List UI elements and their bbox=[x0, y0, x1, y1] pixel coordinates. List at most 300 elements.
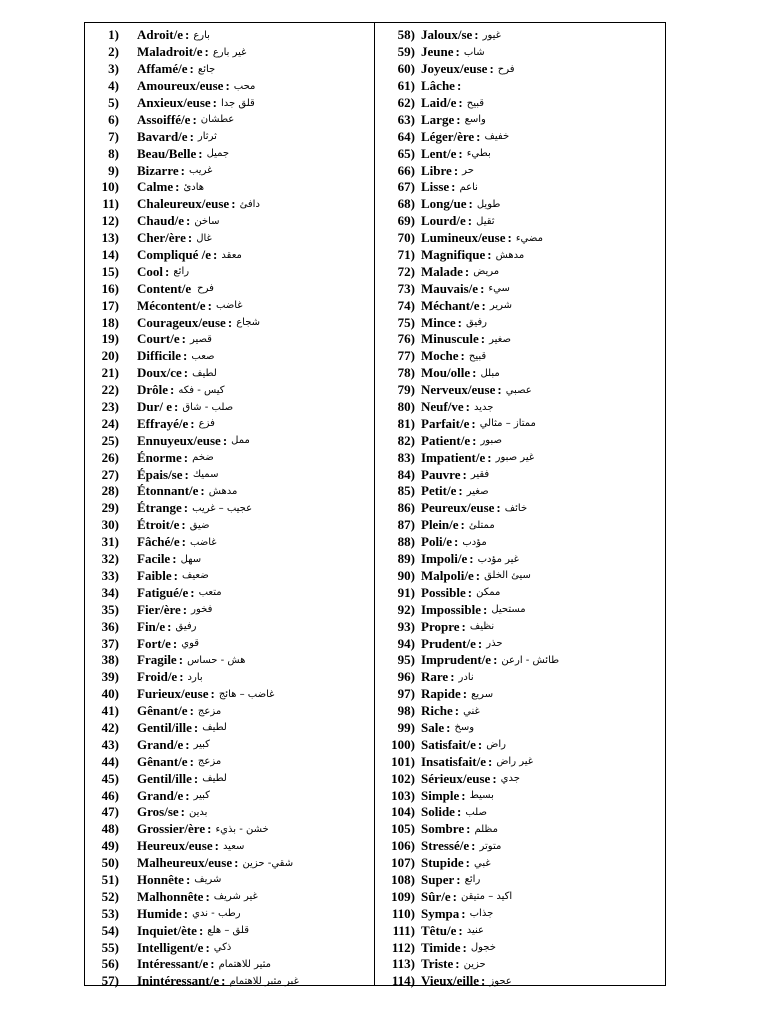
separator: : bbox=[458, 922, 463, 938]
french-word: Jaloux/se bbox=[421, 27, 473, 43]
item-number: 87) bbox=[397, 517, 415, 533]
list-item bbox=[85, 888, 374, 905]
list-item bbox=[375, 399, 665, 416]
separator: : bbox=[192, 111, 197, 127]
separator: : bbox=[205, 939, 210, 955]
french-word: Grossier/ère bbox=[137, 821, 206, 837]
item-number: 101) bbox=[391, 753, 415, 769]
arabic-translation: بطيء bbox=[466, 148, 491, 160]
list-item bbox=[85, 280, 374, 297]
arabic-translation: غير مثير للاهتمام bbox=[229, 975, 299, 987]
list-item bbox=[375, 973, 665, 990]
item-number: 61) bbox=[397, 78, 415, 94]
separator: : bbox=[471, 838, 476, 854]
arabic-translation: لطيف bbox=[192, 367, 217, 379]
french-word: Facile bbox=[137, 551, 171, 567]
item-number: 22) bbox=[101, 382, 119, 398]
separator: : bbox=[462, 466, 467, 482]
list-item bbox=[375, 145, 665, 162]
arabic-translation: متوتر bbox=[479, 840, 502, 852]
item-number: 26) bbox=[101, 449, 119, 465]
arabic-translation: شجاع bbox=[236, 317, 261, 329]
french-word: Lâche bbox=[421, 78, 455, 94]
arabic-translation: صغير bbox=[489, 333, 511, 345]
arabic-translation: غير صبور bbox=[495, 452, 535, 464]
item-number: 18) bbox=[101, 314, 119, 330]
french-word: Nerveux/euse bbox=[421, 382, 496, 398]
arabic-translation: ضخم bbox=[192, 452, 214, 464]
arabic-translation: قلق جدا bbox=[221, 97, 255, 109]
separator: : bbox=[461, 905, 466, 921]
list-item bbox=[375, 584, 665, 601]
arabic-translation: مدهش bbox=[495, 249, 525, 261]
item-number: 10) bbox=[101, 179, 119, 195]
arabic-translation: دافئ bbox=[239, 198, 260, 210]
item-number: 21) bbox=[101, 365, 119, 381]
french-word: Drôle bbox=[137, 382, 169, 398]
separator: : bbox=[458, 95, 463, 110]
list-item bbox=[375, 804, 665, 821]
list-item bbox=[375, 568, 665, 585]
french-word: Super bbox=[421, 871, 455, 887]
french-word: Ennuyeux/euse bbox=[137, 432, 221, 448]
arabic-translation: غني bbox=[463, 705, 480, 717]
separator: : bbox=[480, 280, 485, 296]
list-item bbox=[85, 297, 374, 314]
list-item bbox=[375, 95, 665, 112]
item-number: 94) bbox=[397, 635, 415, 651]
french-word: Stupide bbox=[421, 855, 464, 871]
separator: : bbox=[466, 821, 471, 837]
french-word: Court/e bbox=[137, 331, 180, 347]
item-number: 110) bbox=[391, 905, 415, 921]
item-number: 36) bbox=[101, 618, 119, 634]
separator: : bbox=[165, 263, 170, 279]
separator: : bbox=[183, 500, 189, 516]
item-number: 48) bbox=[101, 821, 119, 837]
item-number: 93) bbox=[397, 618, 415, 634]
item-number: 108) bbox=[391, 871, 415, 887]
french-word: Inquiet/ète bbox=[137, 922, 197, 938]
item-number: 91) bbox=[397, 584, 415, 600]
separator: : bbox=[190, 415, 195, 431]
item-number: 60) bbox=[397, 61, 415, 77]
french-word: Têtu/e bbox=[421, 922, 457, 938]
french-word: Plein/e bbox=[421, 517, 459, 533]
separator: : bbox=[481, 297, 486, 313]
french-word: Anxieux/euse bbox=[137, 95, 211, 110]
french-word: Inintéressant/e bbox=[137, 973, 220, 989]
list-item bbox=[85, 95, 374, 112]
french-word: Fragile bbox=[137, 652, 177, 668]
item-number: 66) bbox=[397, 162, 415, 178]
arabic-translation: قبيح bbox=[466, 97, 485, 109]
arabic-translation: رائع bbox=[464, 874, 481, 886]
item-number: 89) bbox=[397, 551, 415, 567]
separator: : bbox=[190, 584, 195, 600]
arabic-translation: قلق – هلع bbox=[207, 925, 249, 937]
item-number: 114) bbox=[391, 973, 415, 989]
arabic-translation: صعب bbox=[191, 350, 215, 362]
separator: : bbox=[489, 61, 494, 77]
arabic-translation: غاضب bbox=[215, 300, 243, 312]
item-number: 17) bbox=[101, 297, 119, 313]
item-number: 76) bbox=[397, 331, 415, 347]
arabic-translation: واسع bbox=[464, 114, 486, 126]
separator: : bbox=[207, 821, 212, 837]
item-number: 113) bbox=[391, 956, 415, 972]
arabic-translation: فخور bbox=[191, 604, 213, 616]
item-number: 67) bbox=[397, 179, 415, 195]
separator: : bbox=[183, 348, 188, 364]
arabic-translation: كيس - فكه bbox=[178, 384, 225, 396]
arabic-translation: صغير bbox=[466, 485, 489, 497]
vocabulary-table bbox=[84, 22, 666, 989]
arabic-translation: بارع bbox=[193, 29, 210, 41]
item-number: 23) bbox=[101, 399, 119, 415]
separator: : bbox=[456, 871, 461, 887]
french-word: Beau/Belle bbox=[137, 145, 197, 161]
french-word: Froid/e bbox=[137, 669, 178, 685]
item-number: 35) bbox=[101, 601, 119, 617]
arabic-translation: شقي- حزين bbox=[242, 857, 294, 869]
list-item bbox=[375, 956, 665, 973]
separator: : bbox=[456, 78, 462, 94]
french-word: Furieux/euse bbox=[137, 686, 209, 702]
french-word: Amoureux/euse bbox=[137, 78, 224, 94]
item-number: 86) bbox=[397, 500, 415, 516]
french-word: Courageux/euse bbox=[137, 314, 226, 330]
separator: : bbox=[187, 230, 193, 246]
separator: : bbox=[461, 618, 466, 634]
separator: : bbox=[172, 635, 178, 651]
item-number: 82) bbox=[397, 432, 415, 448]
separator: : bbox=[474, 27, 479, 43]
arabic-translation: ثرثار bbox=[197, 131, 217, 143]
french-word: Rapide bbox=[421, 686, 461, 702]
list-item bbox=[375, 128, 665, 145]
arabic-translation: لطيف bbox=[202, 722, 227, 734]
item-number: 84) bbox=[397, 466, 415, 482]
list-item bbox=[85, 78, 374, 95]
list-item bbox=[375, 348, 665, 365]
item-number: 50) bbox=[101, 855, 119, 871]
french-word: Chaud/e bbox=[137, 213, 184, 229]
list-item bbox=[375, 922, 665, 939]
arabic-translation: وسخ bbox=[454, 722, 475, 734]
separator: : bbox=[180, 162, 185, 178]
separator: : bbox=[184, 27, 190, 43]
list-item bbox=[375, 483, 665, 500]
item-number: 3) bbox=[108, 61, 119, 77]
separator: : bbox=[214, 838, 219, 854]
separator: : bbox=[477, 736, 483, 752]
item-number: 43) bbox=[101, 736, 119, 752]
list-item bbox=[375, 500, 665, 517]
french-word: Fort/e bbox=[137, 635, 171, 651]
separator: : bbox=[454, 534, 459, 550]
list-item bbox=[85, 618, 374, 635]
french-word: Peureux/euse bbox=[421, 500, 495, 516]
arabic-translation: شرير bbox=[489, 300, 513, 312]
list-item bbox=[375, 703, 665, 720]
item-number: 80) bbox=[397, 399, 415, 415]
list-item bbox=[85, 27, 374, 44]
french-word: Étonnant/e bbox=[137, 483, 199, 499]
item-number: 12) bbox=[101, 213, 119, 229]
list-item bbox=[375, 382, 665, 399]
arabic-translation: ضيق bbox=[189, 519, 210, 531]
arabic-translation: قصير bbox=[189, 333, 212, 345]
separator: : bbox=[477, 635, 483, 651]
left-column bbox=[85, 23, 375, 989]
french-word: Assoiffé/e bbox=[137, 111, 191, 127]
list-item bbox=[85, 230, 374, 247]
arabic-translation: فرح bbox=[197, 283, 214, 295]
separator: : bbox=[461, 787, 466, 803]
item-number: 52) bbox=[101, 888, 119, 904]
item-number: 44) bbox=[101, 753, 119, 769]
arabic-translation: محب bbox=[233, 80, 256, 92]
item-number: 6) bbox=[108, 111, 119, 127]
separator: : bbox=[175, 179, 180, 195]
list-item bbox=[85, 534, 374, 551]
list-item bbox=[85, 128, 374, 145]
list-item bbox=[85, 44, 374, 61]
list-item bbox=[85, 669, 374, 686]
arabic-translation: حذر bbox=[486, 638, 503, 649]
separator: : bbox=[482, 601, 488, 617]
french-word: Bavard/e bbox=[137, 128, 188, 144]
separator: : bbox=[231, 196, 236, 212]
list-item bbox=[85, 973, 374, 990]
item-number: 9) bbox=[108, 162, 119, 178]
arabic-translation: عجوز bbox=[489, 975, 512, 987]
separator: : bbox=[183, 449, 189, 465]
item-number: 72) bbox=[397, 263, 415, 279]
list-item bbox=[85, 770, 374, 787]
item-number: 92) bbox=[397, 601, 415, 617]
list-item bbox=[85, 872, 374, 889]
list-item bbox=[375, 61, 665, 78]
french-word: Sérieux/euse bbox=[421, 770, 491, 786]
list-item bbox=[375, 720, 665, 737]
french-word: Chaleureux/euse bbox=[137, 196, 230, 212]
item-number: 96) bbox=[397, 669, 415, 685]
french-word: Mécontent/e bbox=[137, 297, 206, 313]
separator: : bbox=[446, 719, 451, 735]
arabic-translation: طويل bbox=[476, 198, 501, 210]
arabic-translation: مظلم bbox=[474, 823, 498, 835]
arabic-translation: صبور bbox=[480, 435, 502, 447]
french-word: Étroit/e bbox=[137, 517, 180, 533]
arabic-translation: رطب - ندي bbox=[192, 908, 241, 920]
french-word: Sympa bbox=[421, 905, 460, 921]
arabic-translation: سعيد bbox=[222, 840, 245, 852]
arabic-translation: رفيق bbox=[466, 317, 487, 329]
separator: : bbox=[178, 652, 184, 668]
list-item bbox=[85, 922, 374, 939]
arabic-translation: ثقيل bbox=[476, 215, 495, 227]
separator: : bbox=[507, 230, 512, 246]
french-word: Sûr/e bbox=[421, 888, 451, 904]
list-item bbox=[375, 939, 665, 956]
arabic-translation: مثير للاهتمام bbox=[218, 958, 272, 970]
separator: : bbox=[181, 331, 186, 347]
item-number: 65) bbox=[397, 145, 415, 161]
item-number: 75) bbox=[397, 314, 415, 330]
list-item bbox=[375, 736, 665, 753]
list-item bbox=[85, 314, 374, 331]
separator: : bbox=[185, 787, 190, 803]
french-word: Sombre bbox=[421, 821, 465, 837]
french-word: Magnifique bbox=[421, 247, 486, 263]
item-number: 32) bbox=[101, 551, 119, 567]
list-item bbox=[375, 78, 665, 95]
french-word: Rare bbox=[421, 669, 449, 685]
list-item bbox=[85, 905, 374, 922]
separator: : bbox=[497, 382, 502, 398]
arabic-translation: حزين bbox=[463, 958, 486, 970]
list-item bbox=[375, 432, 665, 449]
arabic-translation: جميل bbox=[206, 148, 230, 160]
french-word: Méchant/e bbox=[421, 297, 480, 313]
list-item bbox=[85, 720, 374, 737]
french-word: Parfait/e bbox=[421, 415, 470, 431]
separator: : bbox=[456, 804, 462, 820]
item-number: 106) bbox=[391, 838, 415, 854]
arabic-translation: فقير bbox=[470, 469, 490, 481]
french-word: Moche bbox=[421, 348, 459, 364]
arabic-translation: شريف bbox=[194, 874, 222, 886]
list-item bbox=[85, 551, 374, 568]
arabic-translation: جذاب bbox=[469, 908, 494, 920]
separator: : bbox=[189, 61, 194, 77]
list-item bbox=[375, 686, 665, 703]
separator: : bbox=[455, 44, 460, 60]
list-item bbox=[85, 686, 374, 703]
separator: : bbox=[458, 483, 463, 499]
arabic-translation: ساخن bbox=[194, 215, 220, 227]
item-number: 56) bbox=[101, 956, 119, 972]
french-word: Gênant/e bbox=[137, 753, 188, 769]
item-number: 53) bbox=[101, 905, 119, 921]
french-word: Fin/e bbox=[137, 618, 166, 634]
french-word: Impatient/e bbox=[421, 449, 486, 465]
french-word: Pauvre bbox=[421, 466, 461, 482]
separator: : bbox=[469, 551, 474, 567]
arabic-translation: سميك bbox=[192, 469, 219, 481]
separator: : bbox=[189, 753, 194, 769]
arabic-translation: بسيط bbox=[469, 790, 494, 802]
arabic-translation: لطيف bbox=[202, 773, 227, 785]
list-item bbox=[375, 855, 665, 872]
list-item bbox=[85, 399, 374, 416]
french-word: Content/e bbox=[137, 280, 192, 296]
list-item bbox=[375, 297, 665, 314]
item-number: 105) bbox=[391, 821, 415, 837]
item-number: 47) bbox=[101, 804, 119, 820]
separator: : bbox=[207, 297, 212, 313]
french-word: Doux/ce bbox=[137, 365, 182, 381]
french-word: Insatisfait/e bbox=[421, 753, 486, 769]
separator: : bbox=[487, 247, 492, 263]
french-word: Large bbox=[421, 111, 455, 127]
item-number: 4) bbox=[108, 78, 119, 94]
separator: : bbox=[189, 703, 194, 719]
french-word: Stressé/e bbox=[421, 838, 470, 854]
arabic-translation: معقد bbox=[221, 249, 242, 261]
arabic-translation: سريع bbox=[471, 688, 494, 700]
separator: : bbox=[221, 973, 226, 989]
item-number: 16) bbox=[101, 280, 119, 296]
item-number: 78) bbox=[397, 365, 415, 381]
french-word: Honnête bbox=[137, 871, 184, 887]
french-word: Cher/ère bbox=[137, 230, 186, 246]
list-item bbox=[85, 331, 374, 348]
separator: : bbox=[182, 601, 188, 617]
separator: : bbox=[185, 736, 190, 752]
french-word: Malhonnête bbox=[137, 888, 204, 904]
arabic-translation: ضعيف bbox=[182, 570, 209, 582]
item-number: 31) bbox=[101, 534, 119, 550]
french-word: Gênant/e bbox=[137, 703, 188, 719]
arabic-translation: غير شريف bbox=[213, 891, 258, 903]
list-item bbox=[85, 382, 374, 399]
french-word: Mauvais/e bbox=[421, 280, 479, 296]
item-number: 103) bbox=[391, 787, 415, 803]
list-item bbox=[375, 872, 665, 889]
separator: : bbox=[450, 669, 455, 685]
arabic-translation: نادر bbox=[458, 671, 474, 683]
arabic-translation: مبلل bbox=[480, 367, 500, 379]
french-word: Malheureux/euse bbox=[137, 855, 233, 871]
list-item bbox=[85, 466, 374, 483]
list-item bbox=[375, 280, 665, 297]
item-number: 11) bbox=[102, 196, 119, 212]
separator: : bbox=[476, 128, 481, 144]
item-number: 97) bbox=[397, 686, 415, 702]
french-word: Faible bbox=[137, 567, 172, 583]
french-word: Lourd/e bbox=[421, 213, 466, 229]
list-item bbox=[375, 551, 665, 568]
separator: : bbox=[467, 213, 473, 229]
separator: : bbox=[487, 449, 492, 465]
list-item bbox=[85, 584, 374, 601]
item-number: 83) bbox=[397, 449, 415, 465]
separator: : bbox=[472, 365, 477, 381]
item-number: 46) bbox=[101, 787, 119, 803]
arabic-translation: خفيف bbox=[484, 131, 510, 143]
list-item bbox=[375, 449, 665, 466]
item-number: 30) bbox=[101, 517, 119, 533]
arabic-translation: عجيب – غريب bbox=[192, 502, 253, 514]
list-item bbox=[375, 213, 665, 230]
item-number: 41) bbox=[101, 703, 119, 719]
list-item bbox=[375, 179, 665, 196]
item-number: 112) bbox=[391, 939, 415, 955]
french-word: Minuscule bbox=[421, 331, 479, 347]
arabic-translation: مدهش bbox=[208, 485, 238, 497]
list-item bbox=[85, 787, 374, 804]
arabic-translation: مضيء bbox=[515, 232, 543, 244]
separator: : bbox=[213, 247, 218, 263]
french-word: Neuf/ve bbox=[421, 399, 464, 415]
french-word: Patient/e bbox=[421, 432, 471, 448]
list-item bbox=[85, 415, 374, 432]
item-number: 81) bbox=[397, 415, 415, 431]
item-number: 20) bbox=[101, 348, 119, 364]
